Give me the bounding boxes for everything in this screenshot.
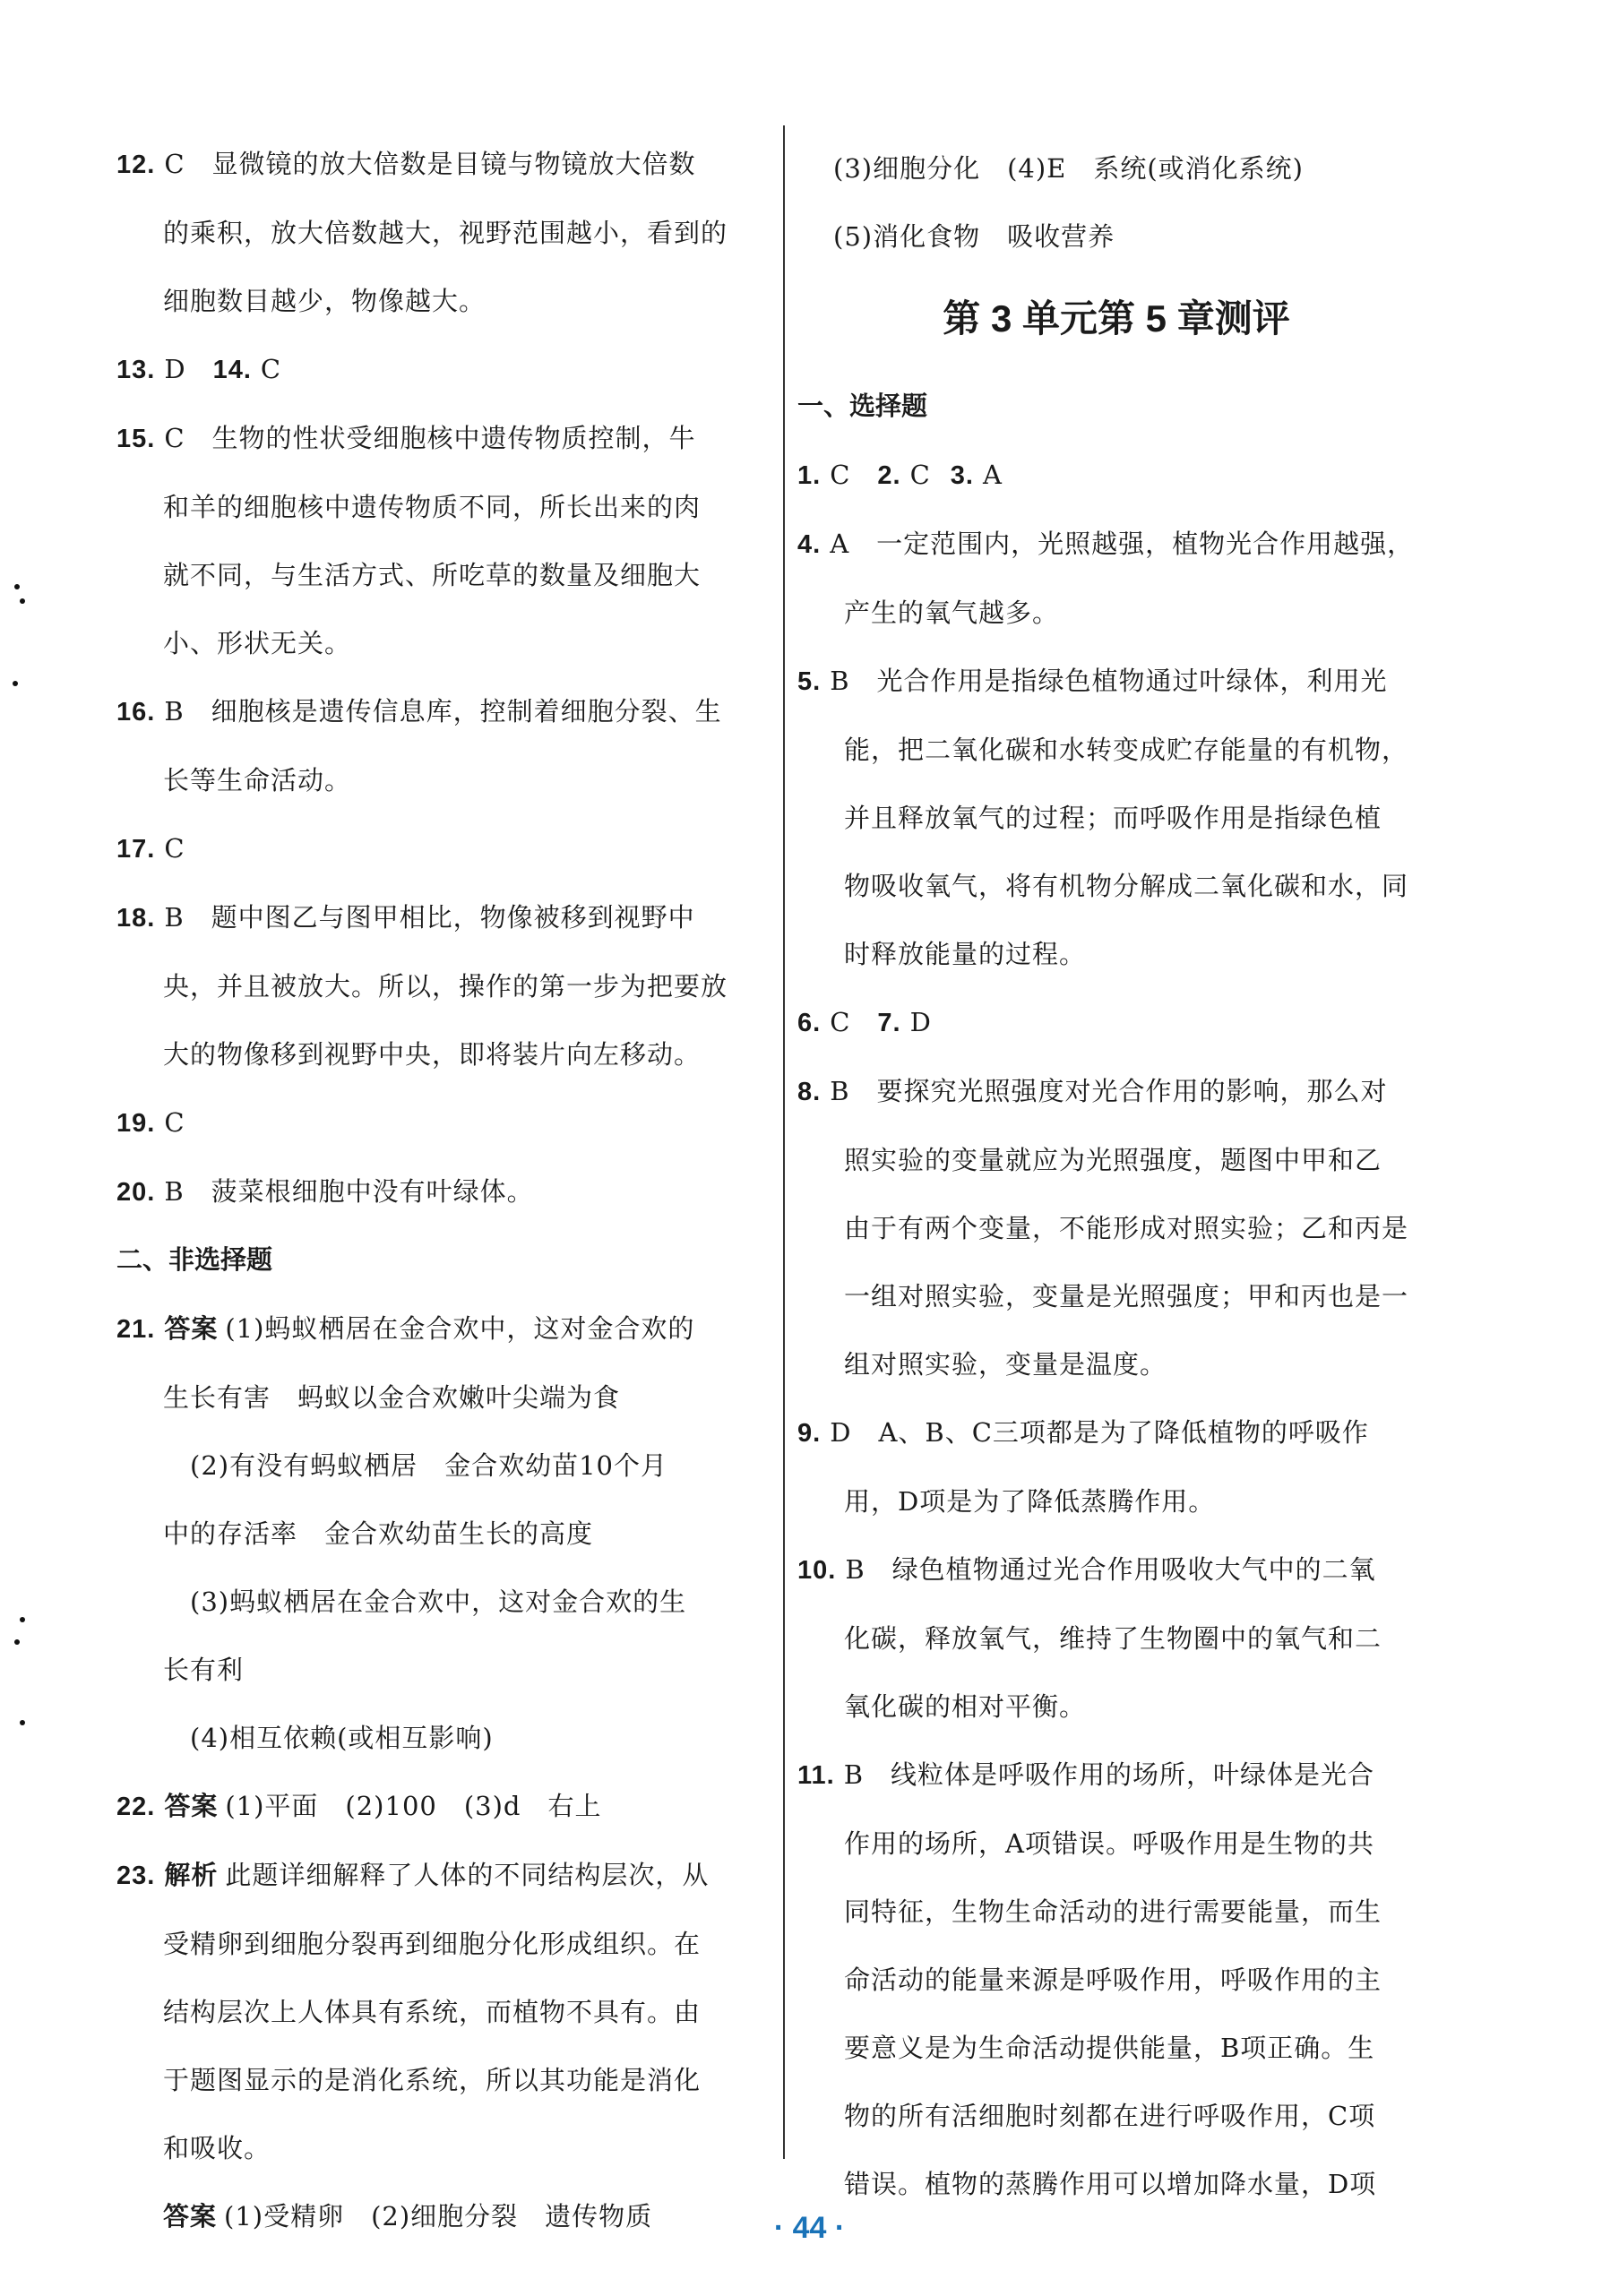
line-text: 时释放能量的过程。 (844, 939, 1087, 969)
section-heading: 二、非选择题 (116, 1246, 273, 1275)
question-number: 12. (116, 150, 156, 179)
question-line (797, 510, 1435, 579)
question-line (797, 1057, 1435, 1126)
line-text: 作用的场所，A项错误。呼吸作用是生物的共 (844, 1828, 1374, 1859)
left-column (116, 130, 769, 2251)
question-number: 16. (116, 698, 156, 727)
line-text: 受精卵到细胞分裂再到细胞分化形成组织。在 (163, 1929, 702, 1959)
question-line (116, 335, 769, 404)
line-text: 和吸收。 (163, 2133, 271, 2163)
line-text: B 题中图乙与图甲相比，物像被移到视野中 (164, 902, 695, 933)
binding-mark (13, 681, 18, 686)
text-line (116, 746, 769, 814)
line-text: C (164, 833, 185, 864)
line-text: 于题图显示的是消化系统，所以其功能是消化 (163, 2065, 702, 2095)
right-top-line-1: (5)消化食物 吸收营养 (833, 221, 1115, 252)
question-line (116, 404, 769, 473)
question-number: 10. (797, 1556, 837, 1585)
line-text: (3)蚂蚁栖居在金合欢中，这对金合欢的生 (190, 1587, 687, 1617)
line-text: C 显微镜的放大倍数是目镜与物镜放大倍数 (164, 149, 696, 179)
binding-mark (20, 1720, 25, 1725)
line-text: 的乘积，放大倍数越大，视野范围越小，看到的 (163, 218, 728, 248)
question-line (116, 1841, 769, 1910)
text-line (116, 473, 769, 541)
line-text: 央，并且被放大。所以，操作的第一步为把要放 (163, 971, 728, 1002)
question-line (797, 647, 1435, 716)
question-line (797, 1741, 1435, 1810)
binding-mark (14, 584, 20, 589)
text-line (797, 2014, 1435, 2082)
question-number: 21. (116, 1315, 156, 1344)
line-text: B 细胞核是遗传信息库，控制着细胞分裂、生 (164, 696, 722, 727)
question-line (797, 1398, 1435, 1467)
line-text: 细胞数目越少，物像越大。 (163, 286, 487, 316)
answer-label: 答案 (164, 1793, 219, 1821)
line-text: 并且释放氧气的过程；而呼吸作用是指绿色植 (844, 803, 1382, 833)
answer-label: 答案 (163, 2203, 218, 2232)
line-text: 能，把二氧化碳和水转变成贮存能量的有机物， (844, 735, 1409, 765)
question-line (116, 1294, 769, 1363)
line-text: 物吸收氧气，将有机物分解成二氧化碳和水，同 (844, 871, 1409, 901)
binding-mark (20, 1617, 25, 1622)
question-number: 13. (116, 356, 156, 384)
line-text: 要意义是为生命活动提供能量，B项正确。生 (844, 2033, 1375, 2063)
answer-label: 解析 (164, 1862, 219, 1890)
text-line (797, 2082, 1435, 2150)
question-line (116, 677, 769, 746)
line-text: D (164, 354, 213, 384)
line-text: B 菠菜根细胞中没有叶绿体。 (164, 1176, 534, 1207)
question-number: 22. (116, 1793, 156, 1821)
text-line (116, 1910, 769, 1978)
question-line (116, 883, 769, 952)
text-line (797, 1946, 1435, 2014)
question-number: 6. (797, 1009, 822, 1037)
text-line (116, 1500, 769, 1568)
line-text: C (260, 354, 282, 384)
text-line (116, 1704, 769, 1772)
text-line (797, 1673, 1435, 1741)
question-number: 9. (797, 1419, 822, 1448)
answer-label: 答案 (164, 1315, 219, 1344)
question-number: 8. (797, 1078, 822, 1106)
right-column (797, 134, 1435, 2218)
question-line (116, 130, 769, 199)
right-top-line-0: (3)细胞分化 (4)E 系统(或消化系统) (833, 153, 1304, 184)
line-text: A (982, 460, 1003, 490)
text-line (116, 1636, 769, 1704)
question-number: 14. (212, 356, 252, 384)
line-text: B 线粒体是呼吸作用的场所，叶绿体是光合 (843, 1759, 1375, 1790)
text-line (116, 541, 769, 609)
text-line (797, 1810, 1435, 1878)
line-text: D A、B、C三项都是为了降低植物的呼吸作 (830, 1417, 1369, 1448)
text-line (116, 1020, 769, 1088)
question-line (797, 1535, 1435, 1604)
line-text: (2)有没有蚂蚁栖居 金合欢幼苗10个月 (190, 1450, 667, 1481)
line-text: (4)相互依赖(或相互影响) (190, 1723, 494, 1753)
text-line (116, 267, 769, 335)
text-line (797, 784, 1435, 852)
line-text: 此题详细解释了人体的不同结构层次，从 (225, 1860, 710, 1890)
text-line (797, 1194, 1435, 1262)
line-text: C (909, 460, 931, 490)
text-line (797, 1467, 1435, 1535)
text-line (797, 1878, 1435, 1946)
page-number: · 44 · (773, 2211, 846, 2245)
line-text: 长等生命活动。 (163, 765, 352, 795)
question-line (116, 814, 769, 883)
question-number: 18. (116, 904, 156, 933)
question-number: 19. (116, 1109, 156, 1138)
line-text: 化碳，释放氧气，维持了生物圈中的氧气和二 (844, 1623, 1382, 1654)
column-divider (783, 125, 785, 2159)
text-line (116, 1363, 769, 1432)
text-line (797, 2150, 1435, 2218)
line-text: 就不同，与生活方式、所吃草的数量及细胞大 (163, 560, 702, 590)
line-text: 用，D项是为了降低蒸腾作用。 (844, 1486, 1216, 1517)
line-text: 由于有两个变量，不能形成对照实验；乙和丙是 (844, 1213, 1409, 1243)
line-text: 组对照实验，变量是温度。 (844, 1349, 1167, 1380)
section-heading: 一、选择题 (797, 392, 928, 421)
question-number: 20. (116, 1178, 156, 1207)
line-text: 命活动的能量来源是呼吸作用，呼吸作用的主 (844, 1965, 1382, 1995)
line-text: B 光合作用是指绿色植物通过叶绿体，利用光 (830, 666, 1388, 696)
question-number: 5. (797, 667, 822, 696)
line-text: 生长有害 蚂蚁以金合欢嫩叶尖端为食 (163, 1382, 621, 1413)
text-line (797, 1126, 1435, 1194)
line-text: 结构层次上人体具有系统，而植物不具有。由 (163, 1997, 702, 2027)
question-number: 17. (116, 835, 156, 864)
line-text: B 绿色植物通过光合作用吸收大气中的二氧 (845, 1554, 1376, 1585)
text-line (797, 852, 1435, 920)
text-line (116, 2114, 769, 2182)
text-line (797, 1604, 1435, 1673)
text-line (116, 199, 769, 267)
binding-mark (20, 598, 25, 604)
question-number: 23. (116, 1862, 156, 1890)
question-number: 7. (877, 1009, 901, 1037)
question-number: 1. (797, 461, 822, 490)
line-text: C (830, 460, 878, 490)
text-line (116, 1568, 769, 1636)
question-number: 15. (116, 425, 156, 453)
question-line (116, 1157, 769, 1226)
line-text: 错误。植物的蒸腾作用可以增加降水量，D项 (844, 2169, 1377, 2199)
line-text: 长有利 (163, 1655, 245, 1685)
text-line (116, 2046, 769, 2114)
line-text: D (909, 1007, 932, 1037)
line-text: 氧化碳的相对平衡。 (844, 1691, 1087, 1722)
text-line (797, 1330, 1435, 1398)
line-text: B 要探究光照强度对光合作用的影响，那么对 (830, 1076, 1388, 1106)
right-body (797, 373, 1435, 2218)
question-number: 3. (950, 461, 974, 490)
question-number: 11. (797, 1761, 835, 1790)
text-line (797, 920, 1435, 988)
line-text: 一组对照实验，变量是光照强度；甲和丙也是一 (844, 1281, 1409, 1311)
question-line (797, 441, 1435, 510)
text-line (116, 952, 769, 1020)
text-line (116, 1978, 769, 2046)
line-text: C (830, 1007, 878, 1037)
line-text: A 一定范围内，光照越强，植物光合作用越强， (830, 529, 1415, 559)
text-line (116, 609, 769, 677)
line-text: 同特征，生物生命活动的进行需要能量，而生 (844, 1896, 1382, 1927)
text-line (797, 716, 1435, 784)
line-text: (1)受精卵 (2)细胞分裂 遗传物质 (224, 2201, 653, 2232)
question-number: 2. (877, 461, 901, 490)
binding-mark (14, 1639, 20, 1645)
line-text: 小、形状无关。 (163, 628, 352, 658)
line-text: 物的所有活细胞时刻都在进行呼吸作用，C项 (844, 2101, 1376, 2131)
line-text: (1)蚂蚁栖居在金合欢中，这对金合欢的 (225, 1313, 695, 1344)
question-line (116, 1088, 769, 1157)
line-text: 照实验的变量就应为光照强度，题图中甲和乙 (844, 1145, 1382, 1175)
line-text: C (164, 1107, 185, 1138)
question-line (116, 1772, 769, 1841)
line-text: 大的物像移到视野中央，即将装片向左移动。 (163, 1039, 702, 1070)
text-line (116, 1432, 769, 1500)
text-line (797, 579, 1435, 647)
line-text: 产生的氧气越多。 (844, 598, 1060, 628)
text-line (797, 1262, 1435, 1330)
line-text: (1)平面 (2)100 (3)d 右上 (225, 1791, 602, 1821)
question-line (797, 988, 1435, 1057)
line-text: C 生物的性状受细胞核中遗传物质控制，牛 (164, 423, 696, 453)
line-text: 中的存活率 金合欢幼苗生长的高度 (163, 1518, 594, 1549)
line-text: 和羊的细胞核中遗传物质不同，所长出来的肉 (163, 492, 702, 522)
question-number: 4. (797, 530, 822, 559)
section-title: 第 3 单元第 5 章测评 (943, 297, 1290, 340)
